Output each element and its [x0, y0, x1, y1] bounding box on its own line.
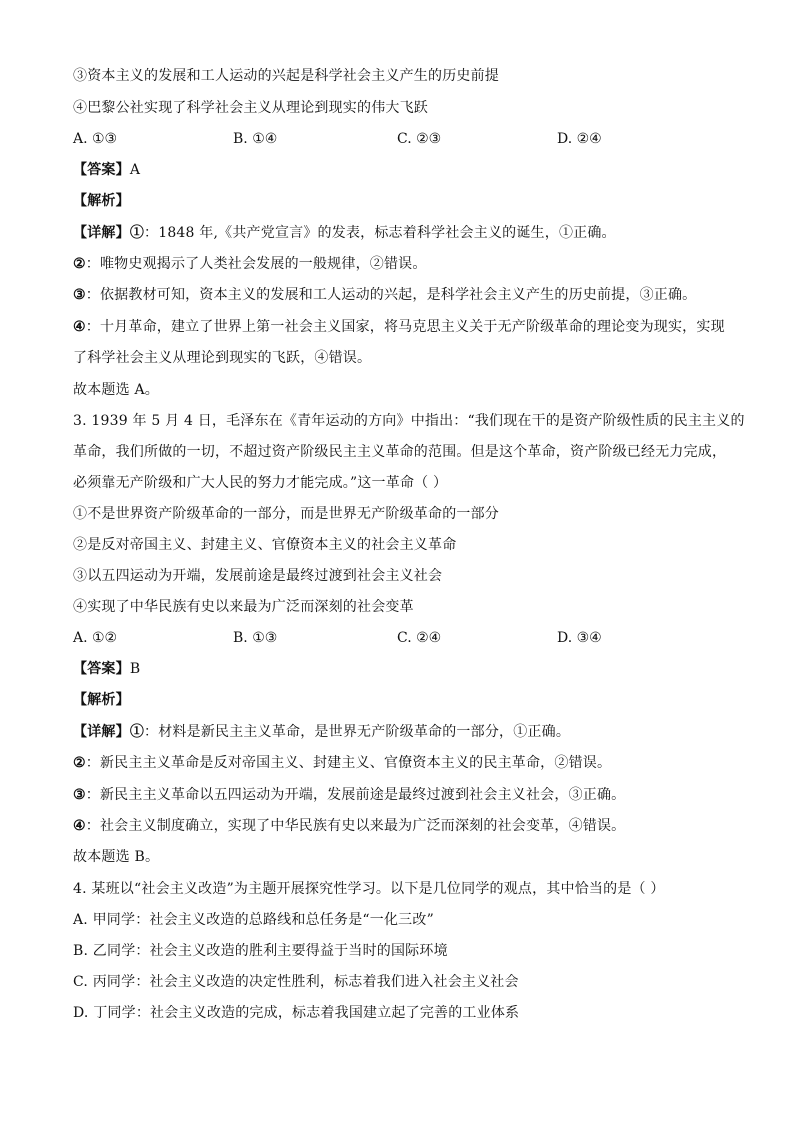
- circled-number: ②: [73, 256, 86, 272]
- answer-tag: 【答案】: [73, 162, 130, 178]
- q2-option-d: D. ②④: [557, 131, 602, 147]
- q3-answer-line: [73, 659, 140, 679]
- circled-number: ③: [73, 287, 86, 303]
- q3-stem-line-3: 必须靠无产阶级和广大人民的努力才能完成。”这一革命（ ）: [73, 475, 448, 491]
- q2-statement-3: ③资本主义的发展和工人运动的兴起是科学社会主义产生的历史前提: [73, 68, 499, 84]
- detail-text: ：社会主义制度确立，实现了中华民族有史以来最为广泛而深刻的社会变革，④错误。: [85, 818, 626, 834]
- q2-option-b: B. ①④: [233, 131, 278, 147]
- q3-detail-4: [73, 816, 625, 836]
- q4-option-d: D. 丁同学：社会主义改造的完成，标志着我国建立起了完善的工业体系: [73, 1005, 520, 1021]
- q3-option-d: D. ③④: [557, 630, 602, 646]
- detail-text: ：1848 年,《共产党宣言》的发表，标志着科学社会主义的诞生，①正确。: [144, 225, 616, 241]
- analysis-tag: 【解析】: [73, 692, 130, 708]
- q4-option-a: A. 甲同学：社会主义改造的总路线和总任务是“一化三改”: [73, 912, 434, 928]
- q2-option-a: A. ①③: [73, 131, 118, 147]
- answer-value: A: [129, 162, 141, 178]
- answer-tag: 【答案】: [73, 661, 130, 677]
- q2-answer-line: [73, 160, 140, 180]
- q3-detail-3: [73, 785, 625, 805]
- q4-option-c: C. 丙同学：社会主义改造的决定性胜利，标志着我们进入社会主义社会: [73, 974, 519, 990]
- q2-statement-4: ④巴黎公社实现了科学社会主义从理论到现实的伟大飞跃: [73, 100, 428, 116]
- q2-detail-4-cont: 了科学社会主义从理论到现实的飞跃，④错误。: [73, 350, 372, 366]
- q2-detail-3: [73, 285, 696, 305]
- circled-number: ②: [73, 755, 86, 771]
- circled-number: ④: [73, 818, 86, 834]
- q2-detail-1: [73, 223, 616, 243]
- q3-statement-2: ②是反对帝国主义、封建主义、官僚资本主义的社会主义革命: [73, 537, 457, 553]
- detail-text: ：十月革命，建立了世界上第一社会主义国家，将马克思主义关于无产阶级革命的理论变为现实，实现: [85, 319, 725, 335]
- q3-stem-line-2: 革命，我们所做的一切，不超过资产阶级民主主义革命的范围。但是这个革命，资产阶级已经无力完成，: [73, 444, 727, 460]
- q3-option-c: C. ②④: [397, 630, 442, 646]
- detail-text: ：新民主主义革命以五四运动为开端，发展前途是最终过渡到社会主义社会，③正确。: [85, 787, 626, 803]
- circled-number: ④: [73, 319, 86, 335]
- q3-conclusion: 故本题选 B。: [73, 849, 160, 865]
- answer-value: B: [129, 661, 141, 677]
- q3-stem-line-1: 3. 1939 年 5 月 4 日，毛泽东在《青年运动的方向》中指出：“我们现在干的是资产阶级性质的民主主义的: [73, 413, 745, 429]
- detail-tag: 【详解】: [73, 225, 130, 241]
- analysis-tag: 【解析】: [73, 193, 130, 209]
- q3-option-b: B. ①③: [233, 630, 278, 646]
- q2-conclusion: 故本题选 A。: [73, 382, 159, 398]
- q3-statement-3: ③以五四运动为开端，发展前途是最终过渡到社会主义社会: [73, 568, 443, 584]
- q3-detail-2: [73, 753, 611, 773]
- q3-option-a: A. ①②: [73, 630, 118, 646]
- detail-text: ：依据教材可知，资本主义的发展和工人运动的兴起，是科学社会主义产生的历史前提，③正确。: [85, 287, 697, 303]
- q2-detail-2: [73, 254, 427, 274]
- circled-number: ①: [129, 225, 145, 241]
- detail-text: ：唯物史观揭示了人类社会发展的一般规律，②错误。: [85, 256, 427, 272]
- q3-statement-4: ④实现了中华民族有史以来最为广泛而深刻的社会变革: [73, 599, 414, 615]
- detail-tag: 【详解】: [73, 724, 130, 740]
- q3-statement-1: ①不是世界资产阶级革命的一部分，而是世界无产阶级革命的一部分: [73, 506, 499, 522]
- q2-analysis-tag: [73, 191, 130, 211]
- circled-number: ③: [73, 787, 86, 803]
- q3-analysis-tag: [73, 690, 130, 710]
- circled-number: ①: [129, 724, 145, 740]
- q2-detail-4: [73, 317, 725, 337]
- q2-option-c: C. ②③: [397, 131, 442, 147]
- detail-text: ：新民主主义革命是反对帝国主义、封建主义、官僚资本主义的民主革命，②错误。: [85, 755, 612, 771]
- q4-stem: 4. 某班以“社会主义改造”为主题开展探究性学习。以下是几位同学的观点，其中恰当的是（ ）: [73, 881, 665, 897]
- q3-detail-1: [73, 722, 570, 742]
- detail-text: ：材料是新民主主义革命，是世界无产阶级革命的一部分，①正确。: [144, 724, 571, 740]
- q4-option-b: B. 乙同学：社会主义改造的胜利主要得益于当时的国际环境: [73, 943, 448, 959]
